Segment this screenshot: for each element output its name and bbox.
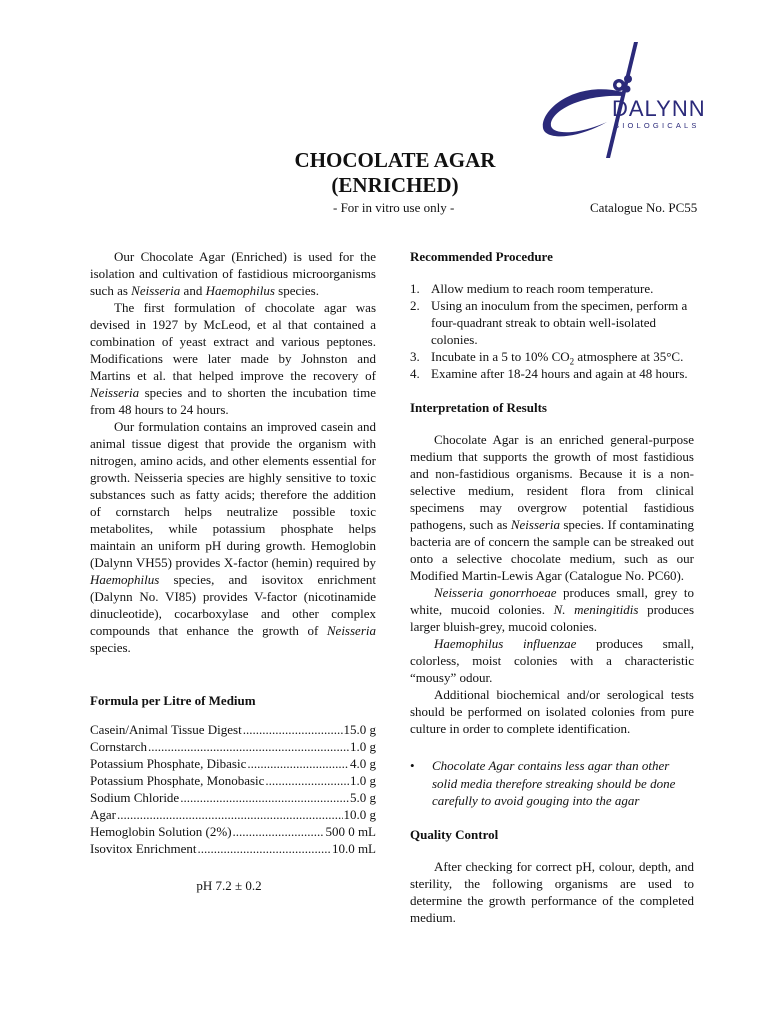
formula-row: Agar ..... 10.0 g xyxy=(90,806,376,823)
formula-row: Sodium Chloride ..... 5.0 g xyxy=(90,789,376,806)
catalogue-number: Catalogue No. PC55 xyxy=(590,200,698,215)
left-column xyxy=(90,248,376,894)
procedure-step: 3. Incubate in a 5 to 10% $CO_2$ atmosphere at 35°C. xyxy=(410,349,684,367)
page-subtitle-enriched: (ENRICHED) xyxy=(331,173,459,197)
logo-subtext: BIOLOGICALS xyxy=(614,121,700,130)
bullet-icon: • xyxy=(410,758,415,773)
procedure-step: 4. Examine after 18-24 hours and again at 48 hours. xyxy=(410,366,688,381)
formula-row: Potassium Phosphate, Dibasic ..... 4.0 g xyxy=(90,755,376,772)
interpretation-paragraph-4: Additional biochemical and/or serological tests should be performed on isolated colonies from pure culture in order to complete identification. xyxy=(410,687,694,736)
interpretation-heading: Interpretation of Results xyxy=(410,400,547,415)
procedure-heading: Recommended Procedure xyxy=(410,249,553,264)
interpretation-paragraph-2: Neisseria gonorrhoeae produces small, grey to white, mucoid colonies. N. meningitidis produces larger bluish-grey, mucoid colonies. xyxy=(410,585,694,634)
formula-row: Cornstarch ..... 1.0 g xyxy=(90,738,376,755)
formula-row: Isovitox Enrichment ..... 10.0 mL xyxy=(90,840,376,857)
interpretation-paragraph-3: Haemophilus influenzae produces small, colorless, moist colonies with a characteristic “mousy” odour. xyxy=(410,636,695,685)
caution-note: • Chocolate Agar contains less agar than other solid media therefore streaking should be done carefully to avoid gouging into the agar xyxy=(410,758,676,808)
ph-value: pH 7.2 ± 0.2 xyxy=(196,878,262,893)
quality-paragraph: After checking for correct pH, colour, depth, and sterility, the following organisms are used to determine the growth performance of the completed medium. xyxy=(410,858,694,925)
formula-list xyxy=(90,721,376,857)
procedure-steps xyxy=(410,280,694,382)
quality-heading: Quality Control xyxy=(410,826,499,842)
logo-wordmark: DALYNN xyxy=(612,96,706,121)
in-vitro-notice: - For in vitro use only - xyxy=(333,200,455,215)
page-title: CHOCOLATE AGAR xyxy=(294,148,496,172)
formula-row: Casein/Animal Tissue Digest ..... 15.0 g xyxy=(90,721,376,738)
intro-paragraph-2: The first formulation of chocolate agar was devised in 1927 by McLeod, et al that contained a combination of yeast extract and various peptones. Modifications were later made by Johnston and Martins et al. that helped improve the recovery of Neisseria species and to shorten the incubation time from 48 hours to 24 hours. xyxy=(90,300,376,417)
formula-heading: Formula per Litre of Medium xyxy=(90,693,256,708)
intro-paragraph-3: Our formulation contains an improved casein and animal tissue digest that provide the organism with nitrogen, amino acids, and other elements essential for growth. Neisseria species are highly sensitive to toxic substances such as fatty acids; therefore the addition of cornstarch helps neutralize possible toxic metabolites, while potassium phosphate helps maintain an uniform pH during growth. Hemoglobin (Dalynn VH55) provides X-factor (hemin) required by Haemophilus species, and isovitox enrichment (Dalynn No. VI85) provides V-factor (nicotinamide dinucleotide), cocarboxylase and other complex compounds that enhance the growth of Neisseria species. xyxy=(90,419,376,655)
interpretation-paragraph-1: Chocolate Agar is an enriched general-purpose medium that supports the growth of most fastidious and non-fastidious organisms. Because it is a non-selective medium, resident flora from clinical specimens may overgrow potential fastidious pathogens, such as Neisseria species. If contaminating bacteria are of concern the sample can be streaked out onto a selective chocolate medium, such as our Modified Martin-Lewis Agar (Catalogue No. PC60). xyxy=(410,432,694,583)
procedure-step: 2. Using an inoculum from the specimen, perform a four-quadrant streak to obtain well-isolated colonies. xyxy=(410,298,688,347)
right-column xyxy=(410,248,694,926)
formula-row: Hemoglobin Solution (2%) ..... 500 0 mL xyxy=(90,823,376,840)
formula-row: Potassium Phosphate, Monobasic ..... 1.0 g xyxy=(90,772,376,789)
intro-paragraph-1: Our Chocolate Agar (Enriched) is used for the isolation and cultivation of fastidious microorganisms such as Neisseria and Haemophilus species. xyxy=(90,249,376,298)
procedure-step: 1. Allow medium to reach room temperature. xyxy=(410,281,654,296)
